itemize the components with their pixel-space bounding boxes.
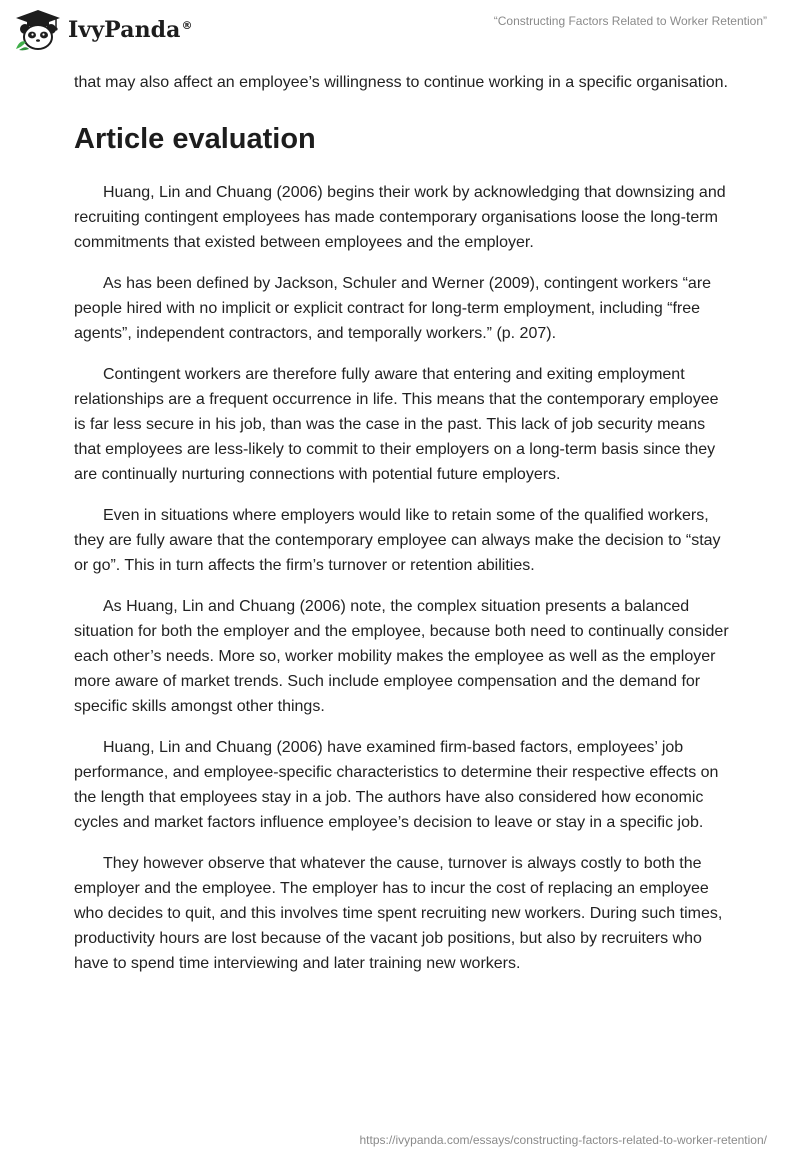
panda-graduate-logo-icon: [14, 9, 62, 51]
source-url-link[interactable]: https://ivypanda.com/essays/constructing-factors-related-to-worker-retention/: [359, 1133, 767, 1147]
paragraph-7: They however observe that whatever the cause, turnover is always costly to both the employer and the employee. The employer has to incur the cost of replacing an employee who decides to quit, and this involves time spent recruiting new workers. During such times, productivity hours are lost because of the vacant job positions, but also by recruiters who have to spend time interviewing and later training new workers.: [74, 855, 723, 972]
paragraph-3: Contingent workers are therefore fully aware that entering and exiting employment relationships are a frequent occurrence in life. This means that the contemporary employee is far less secure in his job, than was the case in the past. This lack of job security means that employees are less-likely to commit to their employers on a long-term basis since they are continually nurturing connections with potential future employers.: [74, 366, 719, 483]
brand-text: IvyPanda: [68, 17, 181, 43]
paragraph-4: Even in situations where employers would like to retain some of the qualified workers, they are fully aware that the contemporary employee can always make the decision to “stay or go”. This in turn affects the firm’s turnover or retention abilities.: [74, 507, 721, 574]
paragraph-2: As has been defined by Jackson, Schuler and Werner (2009), contingent workers “are people hired with no implicit or explicit contract for long-term employment, including “free agents”, independent contractors, and temporally workers.” (p. 207).: [74, 275, 712, 342]
paragraph-6: Huang, Lin and Chuang (2006) have examined firm-based factors, employees’ job performance, and employee-specific characteristics to determine their respective effects on the length that employees stay in a job. The authors have also considered how economic cycles and market factors influence employee’s decision to leave or stay in a specific job.: [74, 739, 719, 831]
section-heading: Article evaluation: [74, 123, 316, 155]
running-title: “Constructing Factors Related to Worker Retention”: [493, 14, 767, 28]
lead-paragraph: that may also affect an employee’s willingness to continue working in a specific organisation.: [74, 74, 728, 91]
brand-name: [68, 17, 193, 43]
registered-mark: ®: [181, 18, 193, 32]
page-header: [0, 0, 800, 62]
ivypanda-logo[interactable]: [14, 9, 193, 51]
paragraph-5: As Huang, Lin and Chuang (2006) note, the complex situation presents a balanced situation for both the employer and the employee, because both need to continually consider each other’s needs. More so, worker mobility makes the employee as well as the employer more aware of market trends. Such include employee compensation and the demand for specific skills amongst other things.: [74, 598, 729, 715]
paragraph-1: Huang, Lin and Chuang (2006) begins their work by acknowledging that downsizing and recruiting contingent employees has made contemporary organisations loose the long-term commitments that existed between employees and the employer.: [74, 184, 726, 251]
essay-content: [74, 70, 734, 992]
